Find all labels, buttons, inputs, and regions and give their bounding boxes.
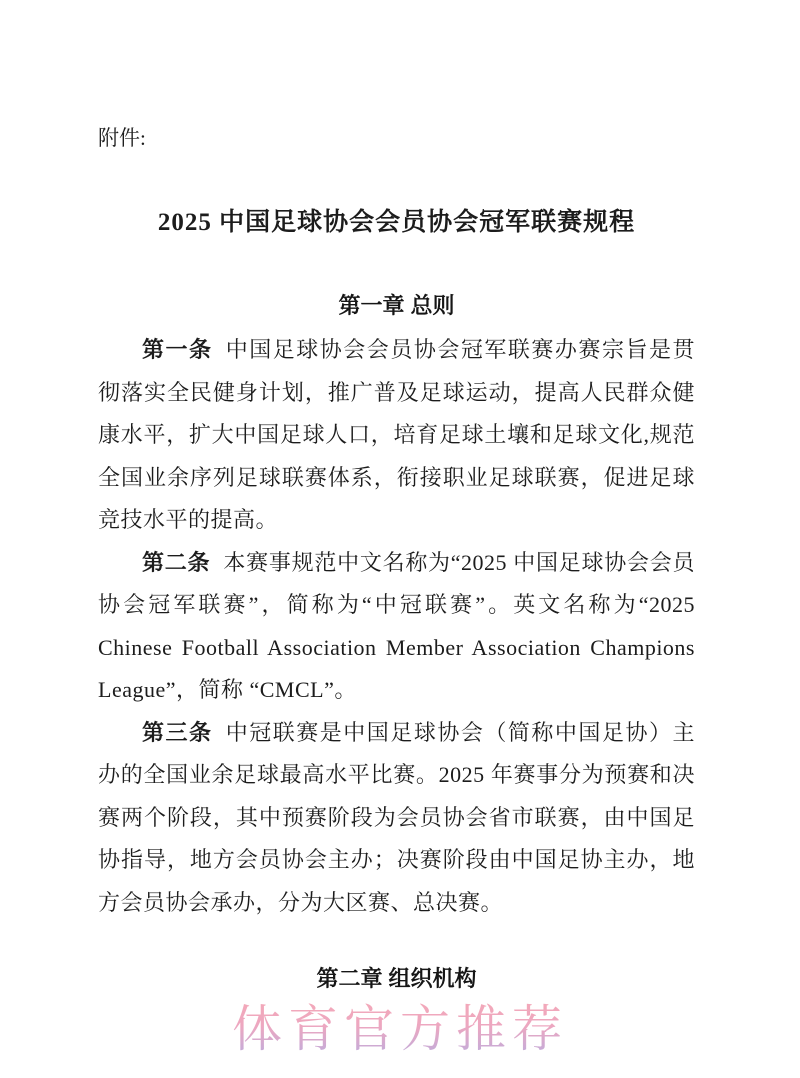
article-3-label: 第三条 [142, 719, 213, 745]
document-content [98, 0, 695, 992]
article-3-text: 中冠联赛是中国足球协会（简称中国足协）主办的全国业余足球最高水平比赛。2025 年赛事分为预赛和决赛两个阶段，其中预赛阶段为会员协会省市联赛，由中国足协指导，地方会员协会主办；决赛阶段由中国足协主办，地方会员协会承办，分为大区赛、总决赛。 [98, 719, 695, 915]
document-title: 2025 中国足球协会会员协会冠军联赛规程 [157, 209, 636, 236]
watermark-text: 体育官方推荐 [232, 998, 568, 1060]
attachment-label: 附件: [98, 126, 146, 150]
article-2-label: 第二条 [142, 549, 211, 575]
chapter-2-heading: 第二章 组织机构 [316, 966, 477, 991]
article-2-text: 本赛事规范中文名称为“2025 中国足球协会会员协会冠军联赛”，简称为“中冠联赛”。英文名称为“2025 Chinese Football Association Member Association Champions League”，简称 “CMCL”。 [98, 549, 695, 702]
article-1-label: 第一条 [142, 337, 213, 362]
chapter-1-heading: 第一章 总则 [338, 293, 455, 318]
article-1 [98, 329, 695, 542]
article-3 [98, 712, 695, 925]
article-1-text: 中国足球协会会员协会冠军联赛办赛宗旨是贯彻落实全民健身计划，推广普及足球运动，提高人民群众健康水平，扩大中国足球人口，培育足球土壤和足球文化,规范全国业余序列足球联赛体系，衔接职业足球联赛，促进足球竞技水平的提高。 [98, 337, 695, 532]
article-2 [98, 542, 695, 712]
